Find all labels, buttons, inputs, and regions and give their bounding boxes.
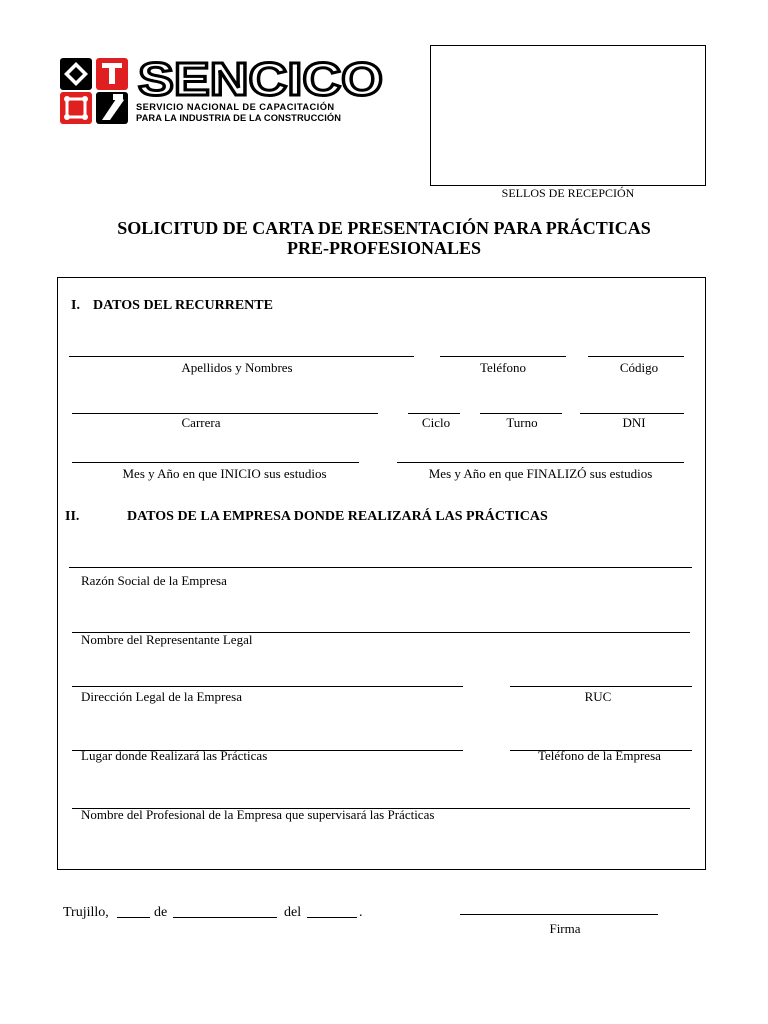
inicio-label: Mes y Año en que INICIO sus estudios — [122, 466, 327, 481]
day-input-line[interactable] — [117, 917, 150, 918]
apellidos-label: Apellidos y Nombres — [181, 360, 293, 375]
ciclo-label: Ciclo — [421, 415, 451, 430]
logo-emblem-icon — [58, 56, 134, 126]
logo-wordmark — [136, 57, 386, 99]
de-label: de — [154, 905, 168, 920]
logo-subtitle-line2: PARA LA INDUSTRIA DE LA CONSTRUCCIÓN — [136, 113, 342, 123]
year-input-line[interactable] — [307, 917, 357, 918]
section1-heading: DATOS DEL RECURRENTE — [93, 298, 273, 313]
finalizo-input-line[interactable] — [397, 462, 684, 463]
firma-label: Firma — [549, 921, 581, 936]
date-end-dot: . — [359, 905, 363, 920]
firma-input-line[interactable] — [460, 914, 658, 915]
telefono-label: Teléfono — [479, 360, 526, 375]
razon-social-input-line[interactable] — [69, 567, 692, 568]
turno-input-line[interactable] — [480, 413, 562, 414]
ruc-input-line[interactable] — [510, 686, 692, 687]
inicio-input-line[interactable] — [72, 462, 359, 463]
section2-heading: DATOS DE LA EMPRESA DONDE REALIZARÁ LAS PRÁCTICAS — [127, 509, 548, 524]
logo-subtitle-line1: SERVICIO NACIONAL DE CAPACITACIÓN — [136, 102, 335, 112]
dni-input-line[interactable] — [580, 413, 684, 414]
ruc-label: RUC — [584, 689, 612, 704]
turno-label: Turno — [506, 415, 538, 430]
del-label: del — [284, 905, 302, 920]
month-input-line[interactable] — [173, 917, 277, 918]
document-title-line1: SOLICITUD DE CARTA DE PRESENTACIÓN PARA PRÁCTICAS — [117, 218, 651, 238]
direccion-label: Dirección Legal de la Empresa — [81, 689, 242, 704]
supervisor-label: Nombre del Profesional de la Empresa que supervisará las Prácticas — [81, 807, 435, 822]
direccion-input-line[interactable] — [72, 686, 463, 687]
apellidos-input-line[interactable] — [69, 356, 414, 357]
stamp-box — [430, 45, 706, 186]
finalizo-label: Mes y Año en que FINALIZÓ sus estudios — [428, 466, 653, 481]
representante-label: Nombre del Representante Legal — [81, 632, 253, 647]
telefono-input-line[interactable] — [440, 356, 566, 357]
section2-number: II. — [65, 509, 80, 524]
dni-label: DNI — [622, 415, 646, 430]
svg-text:SENCICO: SENCICO — [138, 57, 383, 99]
codigo-input-line[interactable] — [588, 356, 684, 357]
city-label: Trujillo, — [63, 905, 109, 920]
carrera-label: Carrera — [181, 415, 221, 430]
telefono-empresa-label: Teléfono de la Empresa — [538, 748, 661, 763]
lugar-label: Lugar donde Realizará las Prácticas — [81, 748, 268, 763]
codigo-label: Código — [619, 360, 659, 375]
ciclo-input-line[interactable] — [408, 413, 460, 414]
section1-number: I. — [71, 298, 80, 313]
carrera-input-line[interactable] — [72, 413, 378, 414]
document-title-line2: PRE-PROFESIONALES — [286, 238, 482, 258]
razon-social-label: Razón Social de la Empresa — [81, 573, 227, 588]
stamp-label: SELLOS DE RECEPCIÓN — [501, 186, 635, 200]
